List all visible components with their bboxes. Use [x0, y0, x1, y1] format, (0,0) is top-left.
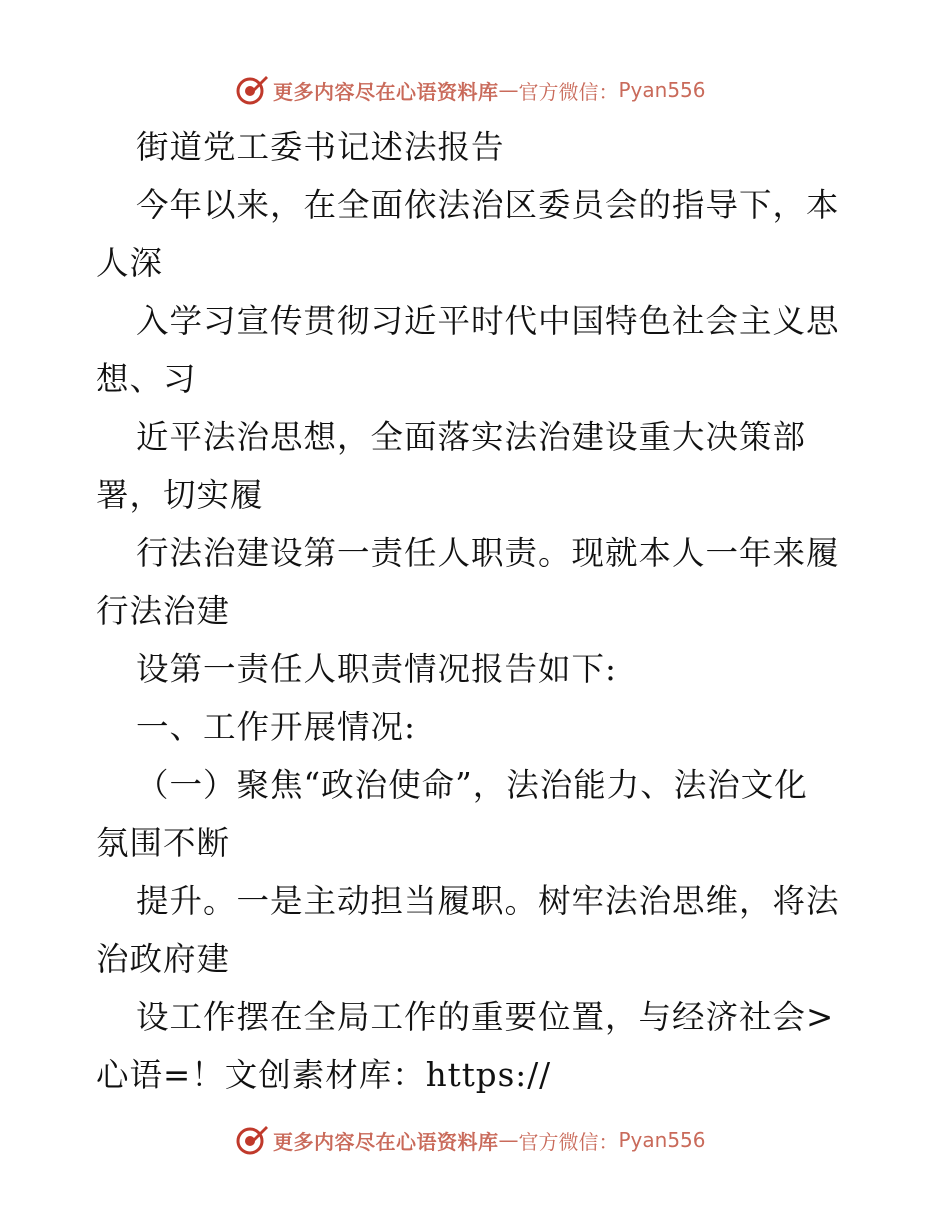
paragraph-line: 氛围不断 — [96, 824, 231, 862]
paragraph-line: 入学习宣传贯彻习近平时代中国特色社会主义思 — [136, 302, 840, 340]
paragraph-line: 设工作摆在全局工作的重要位置，与经济社会> — [136, 998, 835, 1036]
paragraph-line: 近平法治思想，全面落实法治建设重大决策部 — [136, 418, 807, 456]
paragraph-line: 人深 — [96, 244, 164, 282]
banner-site-text: 更多内容尽在心语资料库 — [273, 79, 499, 104]
subsection-heading: （一）聚焦“政治使命”，法治能力、法治文化 — [136, 766, 808, 804]
paragraph-line: 行法治建设第一责任人职责。现就本人一年来履 — [136, 534, 840, 572]
paragraph-line: 治政府建 — [96, 940, 231, 978]
banner-wechat-id: Pyan556 — [618, 1128, 706, 1152]
document-body — [96, 118, 856, 1104]
banner-dash: — — [498, 1128, 519, 1152]
paragraph-line: 提升。一是主动担当履职。树牢法治思维，将法 — [136, 882, 840, 920]
document-title: 街道党工委书记述法报告 — [136, 128, 505, 166]
paragraph-line: 心语=！文创素材库：https:// — [96, 1056, 552, 1094]
banner-wechat-label: 官方微信： — [518, 1129, 619, 1154]
footer-watermark-banner — [235, 1122, 706, 1158]
banner-wechat-label: 官方微信： — [518, 79, 619, 104]
paragraph-line: 今年以来，在全面依法治区委员会的指导下，本 — [136, 186, 840, 224]
section-heading: 一、工作开展情况: — [136, 708, 416, 746]
banner-wechat-id: Pyan556 — [618, 78, 706, 102]
header-watermark-banner — [235, 72, 706, 108]
paragraph-line: 行法治建 — [96, 592, 231, 630]
quill-logo-icon — [235, 1123, 269, 1157]
paragraph-line: 设第一责任人职责情况报告如下: — [136, 650, 617, 688]
banner-dash: — — [498, 78, 519, 102]
quill-logo-icon — [235, 73, 269, 107]
banner-site-text: 更多内容尽在心语资料库 — [273, 1129, 499, 1154]
paragraph-line: 署，切实履 — [96, 476, 264, 514]
paragraph-line: 想、习 — [96, 360, 197, 398]
